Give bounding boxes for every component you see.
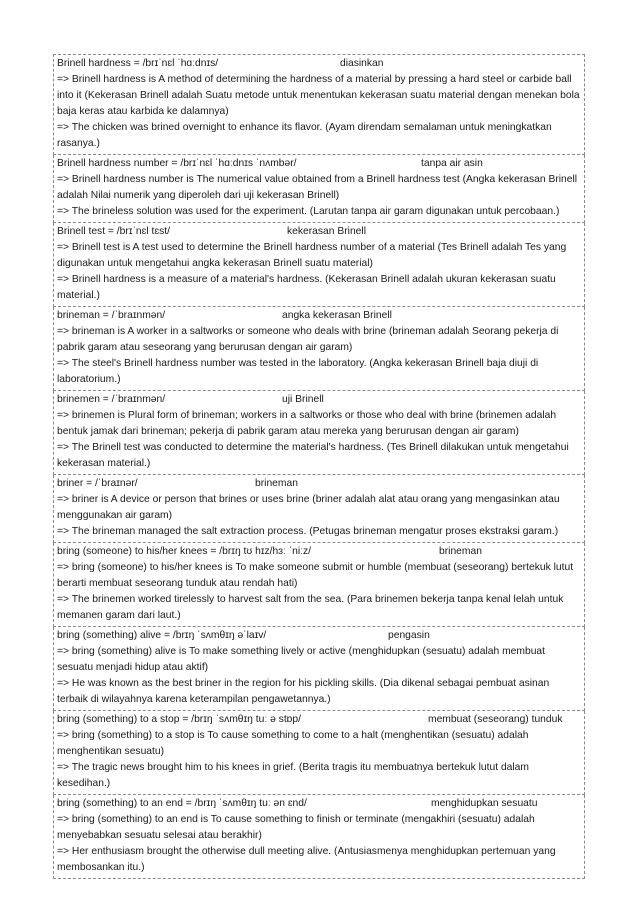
entry-term: brineman = /ˈbraɪnmən/ [57, 310, 166, 321]
entry-brineman [53, 307, 585, 391]
entry-example: => Her enthusiasm brought the otherwise dull meeting alive. (Antusiasmenya menghidupkan pertemuan yang membosankan itu.) [57, 846, 556, 873]
entry-example: => The Brinell test was conducted to determine the material's hardness. (Tes Brinell dilakukan untuk mengetahui kekerasan material.) [57, 442, 569, 469]
entry-translation: brineman [255, 478, 298, 489]
entry-definition: => bring (something) to a stop is To cause something to come to a halt (menghentikan (sesuatu) adalah menghentikan sesuatu) [57, 730, 529, 757]
entry-heading [57, 628, 581, 644]
entry-definition: => brinemen is Plural form of brineman; workers in a saltworks or those who deal with brine (brinemen adalah bentuk jamak dari brineman; pekerja di pabrik garam atau mereka yang berurusan dengan air garam) [57, 410, 557, 437]
entry-heading [57, 156, 581, 172]
entry-brinell-hardness [53, 54, 585, 155]
entry-definition: => bring (something) to an end is To cause something to finish or terminate (mengakhiri (sesuatu) adalah menyebabkan sesuatu selesai atau berakhir) [57, 814, 535, 841]
entry-heading [57, 56, 581, 72]
entry-bring-someone-to-knees [53, 543, 585, 627]
entry-term: briner = /ˈbraɪnər/ [57, 478, 138, 489]
entry-definition: => briner is A device or person that brines or uses brine (briner adalah alat atau orang yang mengasinkan atau menggunakan air garam) [57, 494, 560, 521]
entry-translation: brineman [439, 546, 482, 557]
entry-example: => The brinemen worked tirelessly to harvest salt from the sea. (Para brinemen bekerja tanpa kenal lelah untuk memanen garam dari laut.) [57, 594, 564, 621]
entry-example: => The chicken was brined overnight to enhance its flavor. (Ayam direndam semalaman untuk meningkatkan rasanya.) [57, 122, 552, 149]
entry-brinemen [53, 391, 585, 475]
entry-bring-something-to-an-end [53, 795, 585, 879]
entry-translation: uji Brinell [282, 394, 324, 405]
entry-term: bring (something) to an end = /brɪŋ ˈsʌmθɪŋ tuː ən ɛnd/ [57, 798, 307, 809]
entry-heading [57, 476, 581, 492]
entry-example: => He was known as the best briner in the region for his pickling skills. (Dia dikenal sebagai pembuat asinan terbaik di wilayahnya karena keterampilan pengawetannya.) [57, 678, 550, 705]
entry-brinell-hardness-number [53, 155, 585, 223]
entry-term: bring (something) to a stop = /brɪŋ ˈsʌmθɪŋ tuː ə stɒp/ [57, 714, 301, 725]
entry-translation: diasinkan [340, 58, 384, 69]
entry-example: => The tragic news brought him to his knees in grief. (Berita tragis itu membuatnya bertekuk lutut dalam kesedihan.) [57, 762, 529, 789]
entry-definition: => brineman is A worker in a saltworks or someone who deals with brine (brineman adalah Seorang pekerja di pabrik garam atau seseorang yang berurusan dengan air garam) [57, 326, 559, 353]
entry-translation: membuat (seseorang) tunduk [428, 714, 563, 725]
entry-heading [57, 308, 581, 324]
entry-translation: tanpa air asin [421, 158, 483, 169]
entry-definition: => bring (someone) to his/her knees is To make someone submit or humble (membuat (seseorang) bertekuk lutut berarti membuat seseorang tunduk atau rendah hati) [57, 562, 574, 589]
entry-brinell-test [53, 223, 585, 307]
entry-bring-something-to-a-stop [53, 711, 585, 795]
entry-example: => The brineless solution was used for the experiment. (Larutan tanpa air garam digunakan untuk percobaan.) [57, 206, 560, 217]
entry-definition: => bring (something) alive is To make something lively or active (menghidupkan (sesuatu) adalah membuat sesuatu menjadi hidup atau aktif) [57, 646, 546, 673]
entry-term: Brinell hardness = /brɪˈnɛl ˈhɑːdnɪs/ [57, 58, 219, 69]
entry-bring-something-alive [53, 627, 585, 711]
entry-heading [57, 224, 581, 240]
entry-heading [57, 544, 581, 560]
entry-heading [57, 796, 581, 812]
entry-translation: menghidupkan sesuatu [431, 798, 538, 809]
entry-translation: kekerasan Brinell [287, 226, 366, 237]
entry-briner [53, 475, 585, 543]
entry-term: Brinell test = /brɪˈnɛl tɛst/ [57, 226, 170, 237]
entry-term: bring (someone) to his/her knees = /brɪŋ tʊ hɪz/hɜː ˈniːz/ [57, 546, 311, 557]
entry-translation: pengasin [388, 630, 430, 641]
entry-heading [57, 392, 581, 408]
entry-example: => The steel's Brinell hardness number was tested in the laboratory. (Angka kekerasan Brinell baja diuji di laboratorium.) [57, 358, 539, 385]
entry-heading [57, 712, 581, 728]
entry-term: bring (something) alive = /brɪŋ ˈsʌmθɪŋ əˈlaɪv/ [57, 630, 267, 641]
entry-example: => Brinell hardness is a measure of a material's hardness. (Kekerasan Brinell adalah ukuran kekerasan suatu material.) [57, 274, 556, 301]
entry-definition: => Brinell hardness number is The numerical value obtained from a Brinell hardness test (Angka kekerasan Brinell adalah Nilai numerik yang diperoleh dari uji kekerasan Brinell) [57, 174, 578, 201]
entry-term: brinemen = /ˈbraɪnmən/ [57, 394, 166, 405]
dictionary-page [53, 54, 585, 879]
entry-definition: => Brinell hardness is A method of determining the hardness of a material by pressing a hard steel or carbide ball into it (Kekerasan Brinell adalah Suatu metode untuk menentukan kekerasan suatu material dengan menekan bola baja keras atau karbida ke dalamnya) [57, 74, 580, 117]
entry-term: Brinell hardness number = /brɪˈnɛl ˈhɑːdnɪs ˈnʌmbər/ [57, 158, 297, 169]
entry-translation: angka kekerasan Brinell [282, 310, 392, 321]
entry-example: => The brineman managed the salt extraction process. (Petugas brineman mengatur proses ekstraksi garam.) [57, 526, 559, 537]
entry-definition: => Brinell test is A test used to determine the Brinell hardness number of a material (Tes Brinell adalah Tes yang digunakan untuk mengetahui angka kekerasan Brinell suatu material) [57, 242, 567, 269]
